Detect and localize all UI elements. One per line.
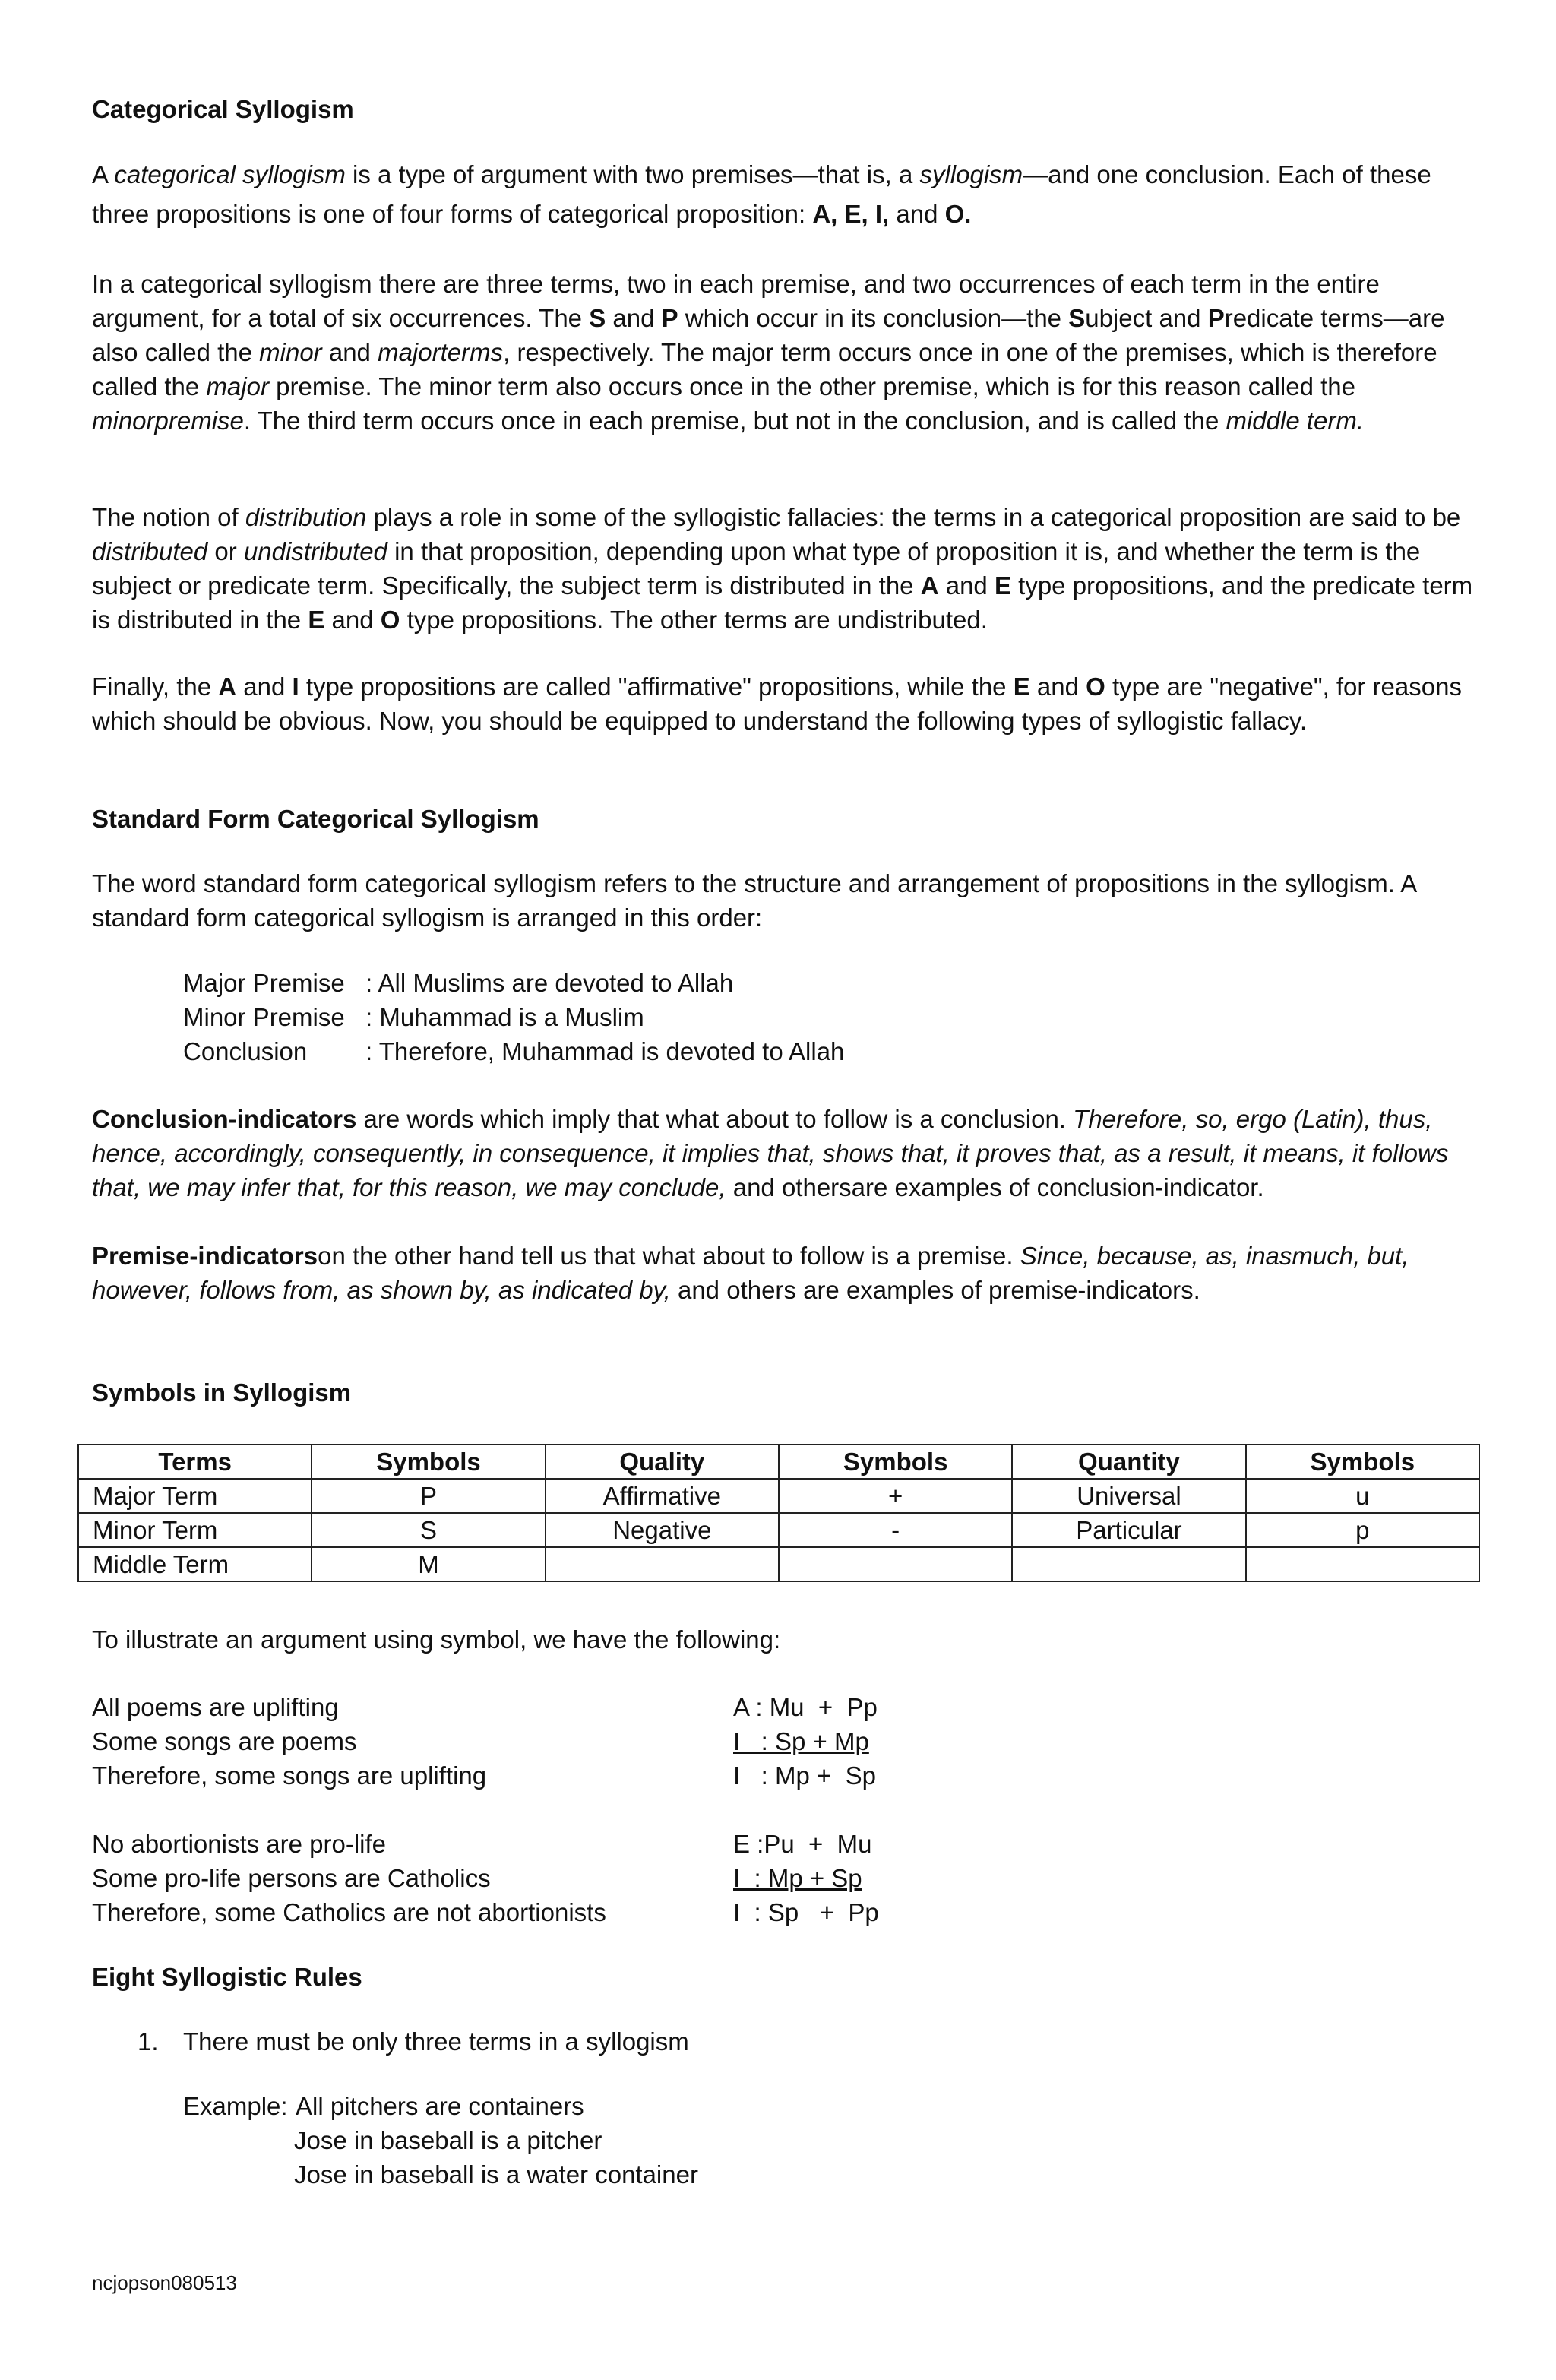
intro-paragraph-4: Finally, the A and I type propositions are called "affirmative" propositions, while the E and O type are "negative", for reasons which should be obvious. Now, you should be equipped to understand the following types of syllogistic fallacy. bbox=[92, 673, 1462, 735]
argument-symbol: I : Mp + Sp bbox=[733, 1761, 876, 1790]
italic-text: undistributed bbox=[243, 537, 387, 565]
table-cell: - bbox=[779, 1513, 1012, 1547]
footer-text: ncjopson080513 bbox=[92, 2271, 237, 2294]
table-cell: u bbox=[1246, 1479, 1479, 1513]
table-cell bbox=[779, 1547, 1012, 1581]
italic-text: Therefore, so, ergo (Latin), thus, hence, accordingly, consequently, in consequence, it implies that, shows that, it proves that, as a result, it means, it follows that, we may infer that, for this reason, we may conclude, bbox=[92, 1105, 1449, 1201]
conclusion-indicators-paragraph: Conclusion-indicators are words which imply that what about to follow is a conclusion. Therefore, so, ergo (Latin), thus, hence, accordingly, consequently, in consequence, it implies that, shows that, it proves that, as a result, it means, it follows that, we may infer that, for this reason, we may conclude, and othersare examples of conclusion-indicator. bbox=[92, 1105, 1449, 1201]
example-line: All pitchers are containers bbox=[296, 2092, 584, 2120]
argument-line: Some pro-life persons are Catholics bbox=[92, 1864, 491, 1892]
italic-text: majorterms bbox=[378, 338, 504, 366]
italic-text: distribution bbox=[245, 503, 367, 531]
conclusion-value: : Therefore, Muhammad is devoted to Allah bbox=[365, 1037, 845, 1065]
table-cell: + bbox=[779, 1479, 1012, 1513]
table-cell bbox=[546, 1547, 779, 1581]
conclusion-label: Conclusion bbox=[183, 1037, 308, 1065]
italic-text: major bbox=[206, 372, 269, 400]
bold-text: O bbox=[380, 606, 400, 634]
table-header: Symbols bbox=[1246, 1445, 1479, 1479]
example-label: Example: bbox=[183, 2092, 288, 2120]
bold-text: Premise-indicators bbox=[92, 1242, 318, 1270]
argument-line: Therefore, some Catholics are not abortionists bbox=[92, 1898, 606, 1926]
italic-text: categorical syllogism bbox=[114, 160, 346, 188]
symbols-table bbox=[77, 1444, 1480, 1582]
example-line: Jose in baseball is a pitcher bbox=[294, 2126, 602, 2154]
table-row bbox=[78, 1547, 1479, 1581]
table-cell: Major Term bbox=[78, 1479, 312, 1513]
intro-paragraph-1: A categorical syllogism is a type of argument with two premises—that is, a syllogism—and one conclusion. Each of these three propositions is one of four forms of categorical proposition: A, E, I, and O. bbox=[92, 160, 1431, 228]
argument-symbol: I : Mp + Sp bbox=[733, 1864, 862, 1892]
argument-line: Therefore, some songs are uplifting bbox=[92, 1761, 487, 1790]
argument-symbol: E :Pu + Mu bbox=[733, 1830, 872, 1858]
italic-text: minor bbox=[259, 338, 322, 366]
table-cell: Middle Term bbox=[78, 1547, 312, 1581]
table-cell: P bbox=[312, 1479, 545, 1513]
argument-line: Some songs are poems bbox=[92, 1727, 357, 1755]
bold-text: S bbox=[1068, 304, 1086, 332]
table-cell: M bbox=[312, 1547, 545, 1581]
table-cell: Affirmative bbox=[546, 1479, 779, 1513]
symbols-heading: Symbols in Syllogism bbox=[92, 1378, 352, 1407]
table-header: Quantity bbox=[1012, 1445, 1245, 1479]
argument-symbol: A : Mu + Pp bbox=[733, 1693, 878, 1721]
bold-text: A bbox=[218, 673, 237, 701]
table-cell bbox=[1012, 1547, 1245, 1581]
bold-text: A, E, I, bbox=[812, 200, 890, 228]
bold-text: A bbox=[920, 571, 939, 600]
major-premise-label: Major Premise bbox=[183, 969, 345, 997]
table-row bbox=[78, 1513, 1479, 1547]
table-header: Quality bbox=[546, 1445, 779, 1479]
intro-paragraph-3: The notion of distribution plays a role in some of the syllogistic fallacies: the terms in a categorical proposition are said to be distributed or undistributed in that proposition, depending upon what type of proposition it is, and whether the term is the subject or predicate term. Specifically, the subject term is distributed in the A and E type propositions, and the predicate term is distributed in the E and O type propositions. The other terms are undistributed. bbox=[92, 503, 1473, 634]
argument-symbol: I : Sp + Pp bbox=[733, 1898, 879, 1926]
table-cell: Minor Term bbox=[78, 1513, 312, 1547]
bold-text: O. bbox=[944, 200, 972, 228]
standard-form-paragraph: The word standard form categorical syllogism refers to the structure and arrangement of propositions in the syllogism. A standard form categorical syllogism is arranged in this order: bbox=[92, 869, 1416, 932]
table-cell: p bbox=[1246, 1513, 1479, 1547]
argument-line: All poems are uplifting bbox=[92, 1693, 339, 1721]
bold-text: Conclusion-indicators bbox=[92, 1105, 357, 1133]
table-header: Terms bbox=[78, 1445, 312, 1479]
page-title: Categorical Syllogism bbox=[92, 95, 354, 123]
illustration-intro: To illustrate an argument using symbol, we have the following: bbox=[92, 1625, 781, 1654]
bold-text: E bbox=[308, 606, 325, 634]
rules-heading: Eight Syllogistic Rules bbox=[92, 1963, 362, 1991]
rule-number: 1. bbox=[138, 2027, 159, 2056]
premise-indicators-paragraph: Premise-indicatorson the other hand tell us that what about to follow is a premise. Since, because, as, inasmuch, but, however, follows from, as shown by, as indicated by, and others are examples of premise-indicators. bbox=[92, 1242, 1409, 1304]
argument-symbol: I : Sp + Mp bbox=[733, 1727, 869, 1755]
table-cell: Negative bbox=[546, 1513, 779, 1547]
bold-text: O bbox=[1086, 673, 1105, 701]
major-premise-value: : All Muslims are devoted to Allah bbox=[365, 969, 734, 997]
bold-text: P bbox=[1207, 304, 1225, 332]
italic-text: minorpremise bbox=[92, 407, 244, 435]
standard-form-heading: Standard Form Categorical Syllogism bbox=[92, 805, 539, 833]
table-header: Symbols bbox=[312, 1445, 545, 1479]
intro-paragraph-2: In a categorical syllogism there are three terms, two in each premise, and two occurrences of each term in the entire argument, for a total of six occurrences. The S and P which occur in its conclusion—the Subject and Predicate terms—are also called the minor and majorterms, respectively. The major term occurs once in one of the premises, which is therefore called the major premise. The minor term also occurs once in the other premise, which is for this reason called the minorpremise. The third term occurs once in each premise, but not in the conclusion, and is called the middle term. bbox=[92, 270, 1445, 435]
italic-text: distributed bbox=[92, 537, 208, 565]
rule-text: There must be only three terms in a syllogism bbox=[183, 2027, 689, 2056]
argument-line: No abortionists are pro-life bbox=[92, 1830, 387, 1858]
table-cell: S bbox=[312, 1513, 545, 1547]
bold-text: P bbox=[661, 304, 678, 332]
bold-text: E bbox=[1013, 673, 1030, 701]
italic-text: middle term. bbox=[1226, 407, 1365, 435]
example-line: Jose in baseball is a water container bbox=[294, 2160, 698, 2189]
table-header-row bbox=[78, 1445, 1479, 1479]
minor-premise-value: : Muhammad is a Muslim bbox=[365, 1003, 644, 1031]
table-cell bbox=[1246, 1547, 1479, 1581]
italic-text: Since, because, as, inasmuch, but, however, follows from, as shown by, as indicated by, bbox=[92, 1242, 1409, 1304]
italic-text: syllogism bbox=[919, 160, 1023, 188]
minor-premise-label: Minor Premise bbox=[183, 1003, 345, 1031]
table-header: Symbols bbox=[779, 1445, 1012, 1479]
bold-text: E bbox=[994, 571, 1011, 600]
table-row bbox=[78, 1479, 1479, 1513]
table-cell: Universal bbox=[1012, 1479, 1245, 1513]
table-cell: Particular bbox=[1012, 1513, 1245, 1547]
bold-text: S bbox=[589, 304, 606, 332]
bold-text: I bbox=[292, 673, 299, 701]
